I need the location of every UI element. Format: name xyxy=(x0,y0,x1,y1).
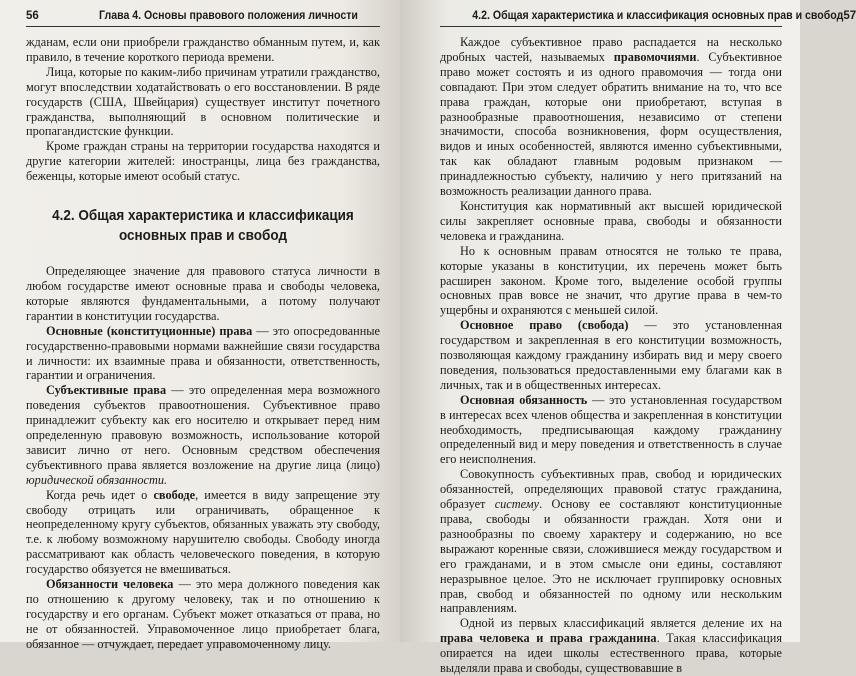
term: Основное право (свобода) xyxy=(460,318,629,333)
paragraph xyxy=(26,324,380,384)
paragraph-text: , имеется в виду запрещение эту свободу отрицать или ограничивать, обращенное к неопределенному кругу субъектов, обязанных уважать эту свободу, т.е. к любому возможному нарушителю свободы. Свободу иногда рассматривают как область человеческого поведения, в которую государство обязуется не вмешиваться. xyxy=(26,487,380,577)
paragraph xyxy=(440,467,782,616)
left-page-header xyxy=(26,10,380,27)
paragraph-text: . Субъективное право может состоять и из одного правомочия — тогда они совпадают. При этом следует обратить внимание на то, что все права граждан, которые они приобретают, вступая в разнообразные правоотношения, независимо от степени значимости, способа возникновения, форм осуществления, видов и иных особенностей, являются именно субъективными, так как обладают главным родовым признаком — принадлежностью субъекту, наличию у него притязаний на возможность реализации данного права. xyxy=(440,49,782,199)
paragraph-text: Совокупность субъективных прав, свобод и юридических обязанностей, определяющих правовой статус гражданина, образует xyxy=(440,467,782,512)
paragraph: Но к основным правам относятся не только те права, которые указаны в конституции, их перечень может быть расширен законом. Кроме того, выделение особой группы основных прав вовсе не значит, что другие права в чем-то ущербны и охраняются с меньшей силой. xyxy=(440,243,782,318)
paragraph: Определяющее значение для правового статуса личности в любом государстве имеют основные права и свободы человека, которые являются фундаментальными, а потому получают гарантии в конституции государства. xyxy=(26,264,380,323)
emphasis: систему xyxy=(494,497,540,512)
term: Субъективные права xyxy=(46,383,167,398)
paragraph-text: — это мера должного поведения как по отношению к другому человеку, так и по отношению к государству и его органам. Субъект может отказаться от права, но не от обязанностей. Управомоченное лицо приобретает блага, обязанное — отчуждает, передает управомоченному лицу. xyxy=(26,577,380,651)
paragraph xyxy=(26,488,380,577)
paragraph-text: Каждое субъективное право распадается на несколько дробных частей, называемых xyxy=(440,35,782,64)
paragraph-text: — это установленная государством и закрепленная в его конституции возможность, позволяющая каждому гражданину избирать вид и меру своего поведения, пользоваться предоставленными ему благами как в личных, так и в общественных интересах. xyxy=(440,318,782,392)
section-title: 4.2. Общая характеристика и классификация основных прав и свобод xyxy=(52,207,354,245)
paragraph-text: . Основу ее составляют конституционные права, свободы и обязанности граждан. Хотя они и разнообразны по своему характеру и содержанию, но все выражают коренные связи, сложившиеся между государством и его гражданами, и в этом смысле они едины, составляют неразрывное целое. Это не исключает группировку основных прав, свобод и обязанностей по одному или нескольким направлениям. xyxy=(440,497,782,616)
paragraph-text: Одной из первых классификаций является деление их на xyxy=(460,616,782,631)
paragraph xyxy=(26,577,380,652)
paragraph xyxy=(440,318,782,393)
term: Основные (конституционные) права xyxy=(46,323,253,338)
page-number: 57 xyxy=(843,10,856,22)
left-page xyxy=(0,0,400,651)
paragraph-text: — это опосредованные государственно-правовыми нормами важнейшие связи государства и личности: их взаимные права и обязанности, ответственность, гарантии и ограничения. xyxy=(26,323,380,383)
term: Основная обязанность xyxy=(460,392,588,407)
paragraph xyxy=(440,616,782,676)
paragraph: Конституция как нормативный акт высшей юридической силы закрепляет основные права, свободы и обязанности человека и гражданина. xyxy=(440,198,782,243)
paragraph xyxy=(26,383,380,487)
term: Обязанности человека xyxy=(46,577,174,592)
right-page xyxy=(400,0,856,676)
paragraph: жданам, если они приобрели гражданство обманным путем, и, как правило, в течение короткого периода времени. xyxy=(26,35,380,64)
term: права человека и права гражданина xyxy=(440,631,657,646)
term: свободе xyxy=(153,487,196,502)
term: правомочиями xyxy=(613,49,697,64)
paragraph: Лица, которые по каким-либо причинам утратили гражданство, могут впоследствии ходатайствовать о его восстановлении. В ряде государств (США, Швейцария) существует институт почетного гражданства, выполняющий в основном политические и пропагандистские функции. xyxy=(26,64,380,139)
paragraph-text: . Такая классификация опирается на идеи школы естественного права, которые выделяли права и свободы, существовавшие в xyxy=(440,631,783,676)
paragraph-text: — это определенная мера возможного поведения субъектов правоотношения. Субъективное право принадлежит субъекту как его носителю и открывает перед ним определенную правовую возможность, использование которой зависит лично от него. Основным средством обеспечения субъективного права является возложение на другие лица (лицо) xyxy=(26,383,380,472)
paragraph-text: Когда речь идет о xyxy=(46,487,154,502)
paragraph xyxy=(440,393,782,468)
running-header: 4.2. Общая характеристика и классификация основных прав и свобод xyxy=(472,10,844,22)
paragraph-text: — это установленная государством в интересах всех членов общества и закрепленная в конституции необходимость, предписывающая каждому гражданину определенный вид и меру поведения и ответственность в случае его неисполнения. xyxy=(440,392,782,467)
running-header: Глава 4. Основы правового положения личности xyxy=(98,10,358,22)
emphasis: юридической обязанности. xyxy=(26,472,168,487)
paragraph: Кроме граждан страны на территории государства находятся и другие категории жителей: иностранцы, лица без гражданства, беженцы, которые имеют особый статус. xyxy=(26,139,380,184)
page-number: 56 xyxy=(26,10,39,22)
right-page-header xyxy=(440,10,856,27)
paragraph xyxy=(440,35,782,199)
